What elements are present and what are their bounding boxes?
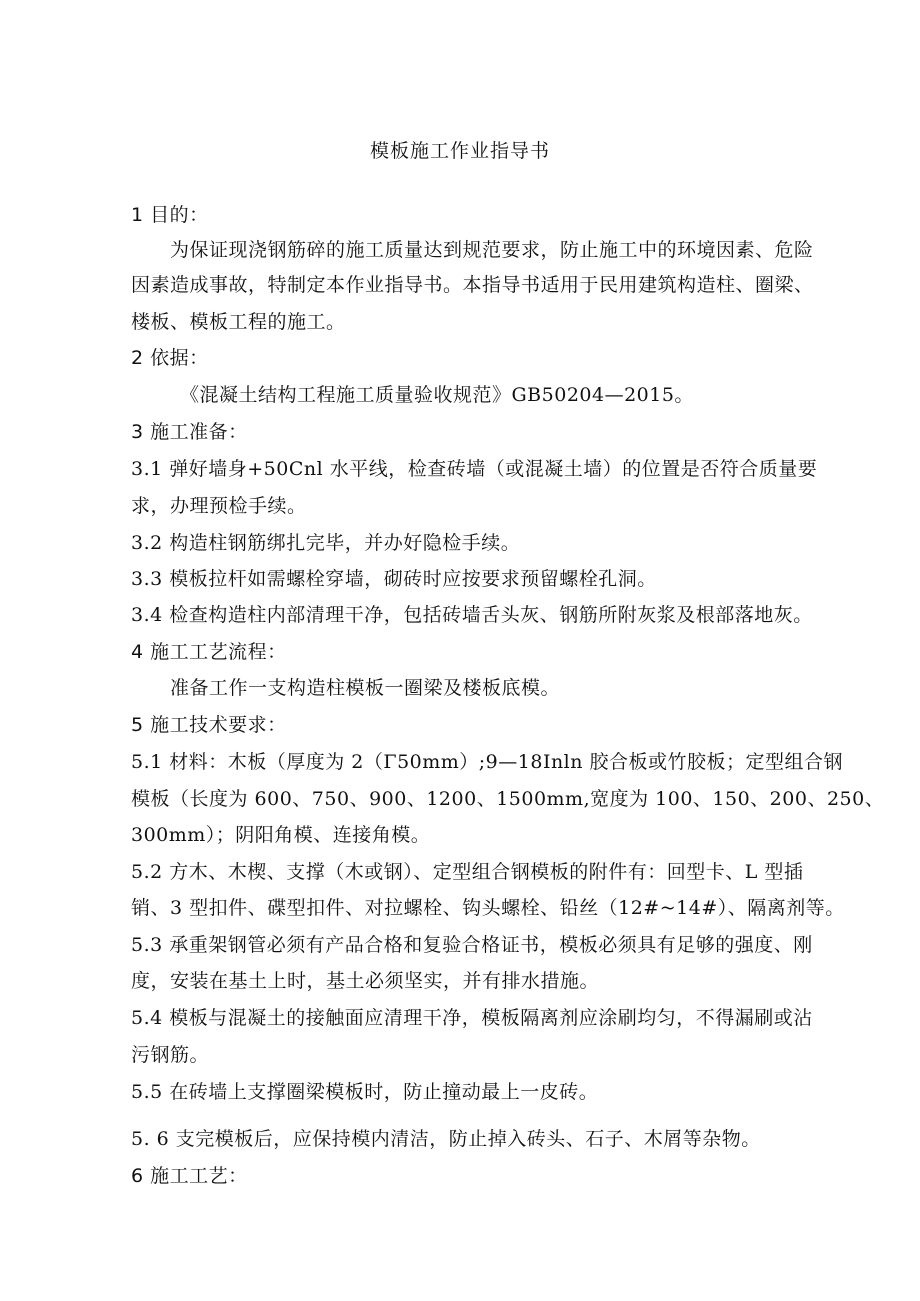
paragraph-line: 3.1 弹好墙身+50Cnl 水平线，检查砖墙（或混凝土墙）的位置是否符合质量要 [131,458,818,480]
paragraph-line: 为保证现浇钢筋碎的施工质量达到规范要求，防止施工中的环境因素、危险 [170,239,814,261]
paragraph-line: 3.4 检查构造柱内部清理干净，包括砖墙舌头灰、钢筋所附灰浆及根部落地灰。 [131,604,813,626]
paragraph-line: 5.2 方木、木楔、支撑（木或钢）、定型组合钢模板的附件有：回型卡、L 型插 [131,861,804,883]
paragraph-line: 求，办理预检手续。 [131,495,307,517]
section-heading-construction-process: 6 施工工艺： [131,1165,248,1187]
paragraph-line: 5. 6 支完模板后，应保持模内清洁，防止掉入砖头、石子、木屑等杂物。 [131,1128,761,1150]
section-heading-process-flow: 4 施工工艺流程： [131,641,287,663]
paragraph-line: 污钢筋。 [131,1044,210,1066]
paragraph-line: 准备工作一支构造柱模板一圈梁及楼板底模。 [170,677,561,699]
paragraph-line: 5.1 材料：木板（厚度为 2（Γ50mm）;9—18Inln 胶合板或竹胶板；定型组合钢 [131,751,844,773]
paragraph-line: 度，安装在基土上时，基土必须坚实，并有排水措施。 [131,970,600,992]
paragraph-line: 3.3 模板拉杆如需螺栓穿墙，砌砖时应按要求预留螺栓孔洞。 [131,568,657,590]
section-heading-purpose: 1 目的： [131,204,209,226]
paragraph-line: 5.5 在砖墙上支撑圈梁模板时，防止撞动最上一皮砖。 [131,1081,599,1103]
paragraph-line: 模板（长度为 600、750、900、1200、1500mm,宽度为 100、150、200、250、 [131,788,885,810]
section-heading-preparation: 3 施工准备： [131,421,248,443]
paragraph-line: 5.4 模板与混凝土的接触面应清理干净，模板隔离剂应涂刷均匀，不得漏刷或沾 [131,1007,813,1029]
document-title: 模板施工作业指导书 [369,140,550,162]
section-heading-technical-requirements: 5 施工技术要求： [131,714,287,736]
paragraph-line: 因素造成事故，特制定本作业指导书。本指导书适用于民用建筑构造柱、圈梁、 [131,274,814,296]
paragraph-line: 300mm）；阴阳角模、连接角模。 [131,824,431,846]
paragraph-line: 《混凝土结构工程施工质量验收规范》GB50204—2015。 [180,384,694,406]
section-heading-basis: 2 依据： [131,347,209,369]
paragraph-line: 5.3 承重架钢管必须有产品合格和复验合格证书，模板必须具有足够的强度、刚 [131,934,813,956]
paragraph-line: 3.2 构造柱钢筋绑扎完毕，并办好隐检手续。 [131,532,521,554]
paragraph-line: 销、3 型扣件、碟型扣件、对拉螺栓、钩头螺栓、铅丝（12#~14#）、隔离剂等。 [131,897,845,919]
paragraph-line: 楼板、模板工程的施工。 [131,311,346,333]
